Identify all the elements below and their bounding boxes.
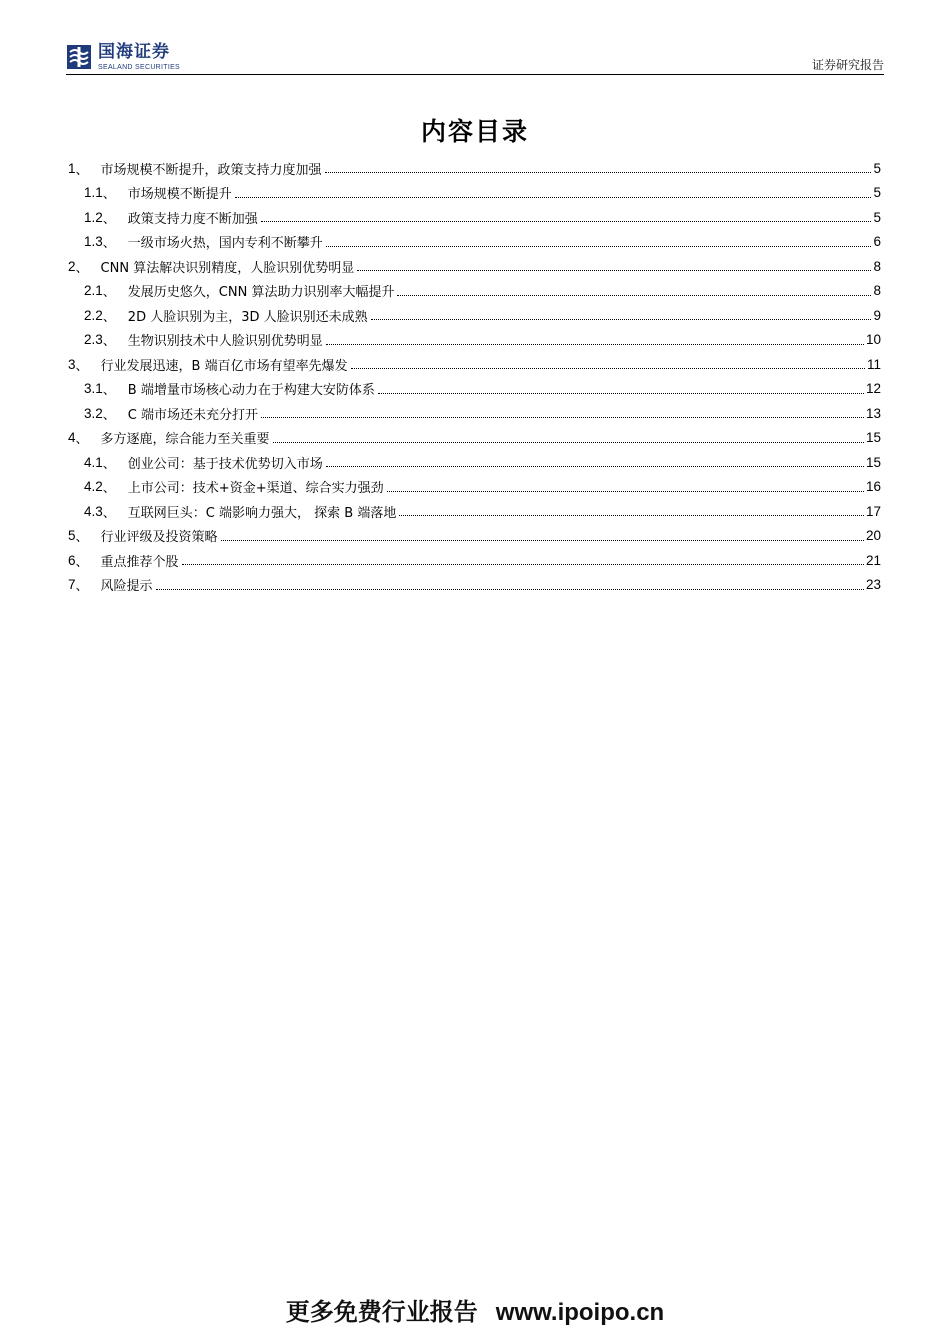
toc-dot-leader	[326, 343, 864, 345]
toc-entry-number: 2.3	[84, 332, 103, 348]
toc-entry-title: CNN 算法解决识别精度，人脸识别优势明显	[100, 260, 355, 276]
toc-entry[interactable]	[68, 499, 881, 524]
toc-dot-leader	[397, 294, 871, 296]
toc-entry-page: 20	[865, 528, 881, 544]
toc-dot-leader	[371, 318, 872, 320]
toc-entry[interactable]	[68, 254, 881, 279]
toc-entry[interactable]	[68, 205, 881, 230]
toc-entry-page: 8	[873, 258, 881, 274]
toc-entry-page: 17	[865, 503, 881, 519]
toc-dot-leader	[399, 514, 864, 516]
toc-entry-separator: 、	[75, 260, 89, 276]
page-title: 内容目录	[420, 117, 529, 146]
toc-entry-separator: 、	[75, 554, 89, 570]
toc-entry[interactable]	[68, 426, 881, 451]
toc-entry-title: 重点推荐个股	[100, 554, 179, 570]
toc-entry[interactable]	[68, 377, 881, 402]
toc-entry-separator: 、	[102, 481, 116, 497]
toc-entry-page: 9	[873, 307, 881, 323]
toc-entry-separator: 、	[75, 579, 89, 595]
toc-entry-number: 2.2	[84, 307, 103, 323]
toc-dot-leader	[326, 245, 872, 247]
toc-entry-page: 5	[873, 209, 881, 225]
toc-entry-title: 发展历史悠久，CNN 算法助力识别率大幅提升	[127, 285, 395, 301]
toc-entry-page: 8	[873, 283, 881, 299]
toc-entry-separator: 、	[102, 456, 116, 472]
toc-entry-page: 16	[865, 479, 881, 495]
toc-entry-title: 政策支持力度不断加强	[127, 211, 258, 227]
report-type-label: 证券研究报告	[811, 58, 884, 72]
toc-entry-number: 4.3	[84, 503, 103, 519]
toc-entry[interactable]	[68, 524, 881, 549]
toc-entry-page: 11	[866, 356, 881, 372]
toc-entry-title: 多方逐鹿，综合能力至关重要	[100, 432, 270, 448]
toc-entry-title: 生物识别技术中人脸识别优势明显	[127, 334, 323, 350]
sealand-logo	[66, 42, 180, 72]
toc-entry[interactable]	[68, 450, 881, 475]
toc-dot-leader	[325, 171, 872, 173]
toc-entry[interactable]	[68, 475, 881, 500]
toc-entry-title: B 端增量市场核心动力在于构建大安防体系	[127, 383, 375, 399]
toc-entry-page: 5	[873, 185, 881, 201]
toc-entry-page: 23	[865, 577, 881, 593]
toc-dot-leader	[351, 367, 865, 369]
toc-entry-separator: 、	[102, 187, 116, 203]
sealand-logo-icon	[66, 44, 92, 70]
toc-entry-title: 市场规模不断提升	[127, 187, 232, 203]
logo-english-name: SEALAND SECURITIES	[98, 63, 181, 71]
header-divider	[66, 74, 884, 75]
toc-entry-number: 3	[68, 356, 76, 372]
toc-entry[interactable]	[68, 401, 881, 426]
footer-promo-banner[interactable]	[0, 1292, 950, 1327]
toc-entry-number: 1.2	[84, 209, 103, 225]
toc-entry-page: 5	[873, 160, 881, 176]
logo-chinese-name: 国海证券	[98, 41, 170, 62]
toc-dot-leader	[357, 269, 871, 271]
toc-entry-page: 21	[865, 552, 881, 568]
toc-entry-number: 3.2	[84, 405, 103, 421]
toc-dot-leader	[387, 490, 864, 492]
toc-dot-leader	[261, 220, 872, 222]
toc-entry[interactable]	[68, 352, 881, 377]
toc-entry[interactable]	[68, 548, 881, 573]
toc-entry-title: 风险提示	[100, 579, 153, 595]
toc-entry-number: 1.1	[84, 185, 103, 201]
toc-entry-separator: 、	[102, 285, 116, 301]
toc-entry[interactable]	[68, 230, 881, 255]
toc-entry-separator: 、	[102, 211, 116, 227]
toc-dot-leader	[235, 196, 872, 198]
toc-entry-separator: 、	[75, 530, 89, 546]
toc-entry-separator: 、	[102, 383, 116, 399]
toc-dot-leader	[326, 465, 864, 467]
toc-entry-title: 2D 人脸识别为主，3D 人脸识别还未成熟	[127, 309, 368, 325]
footer-promo-text: 更多免费行业报告	[285, 1298, 478, 1326]
toc-entry-title: 互联网巨头：C 端影响力强大， 探索 B 端落地	[127, 505, 397, 521]
toc-entry-number: 2	[68, 258, 76, 274]
toc-entry-separator: 、	[75, 358, 89, 374]
toc-entry-separator: 、	[75, 432, 89, 448]
toc-dot-leader	[378, 392, 864, 394]
toc-entry-title: 上市公司：技术+资金+渠道、综合实力强劲	[127, 481, 384, 497]
toc-dot-leader	[156, 588, 864, 590]
toc-dot-leader	[261, 416, 864, 418]
toc-entry-page: 6	[873, 234, 881, 250]
toc-entry-title: 市场规模不断提升，政策支持力度加强	[100, 162, 322, 178]
toc-entry-number: 2.1	[84, 283, 103, 299]
toc-entry-number: 4.1	[84, 454, 103, 470]
toc-dot-leader	[182, 563, 864, 565]
toc-entry-number: 7	[68, 577, 76, 593]
toc-entry-page: 15	[865, 454, 881, 470]
toc-entry-title: C 端市场还未充分打开	[127, 407, 259, 423]
toc-entry-title: 行业发展迅速，B 端百亿市场有望率先爆发	[100, 358, 348, 374]
toc-entry-page: 15	[865, 430, 881, 446]
toc-entry-number: 3.1	[84, 381, 103, 397]
toc-entry-number: 6	[68, 552, 76, 568]
toc-dot-leader	[273, 441, 864, 443]
toc-entry[interactable]	[68, 328, 881, 353]
toc-entry-page: 12	[865, 381, 881, 397]
toc-entry-number: 1	[68, 160, 76, 176]
toc-entry-separator: 、	[102, 309, 116, 325]
toc-entry-separator: 、	[102, 407, 116, 423]
toc-entry-number: 1.3	[84, 234, 103, 250]
toc-entry[interactable]	[68, 279, 881, 304]
toc-dot-leader	[221, 539, 864, 541]
toc-entry-title: 创业公司：基于技术优势切入市场	[127, 456, 323, 472]
toc-entry-separator: 、	[75, 162, 89, 178]
toc-entry-title: 一级市场火热，国内专利不断攀升	[127, 236, 323, 252]
toc-entry-title: 行业评级及投资策略	[100, 530, 218, 546]
toc-entry[interactable]	[68, 181, 881, 206]
toc-entry-number: 5	[68, 528, 76, 544]
toc-entry-number: 4	[68, 430, 76, 446]
toc-entry-number: 4.2	[84, 479, 103, 495]
footer-promo-url[interactable]: www.ipoipo.cn	[495, 1299, 665, 1326]
page-header	[66, 40, 884, 74]
toc-entry[interactable]	[68, 573, 881, 598]
toc-entry-page: 13	[865, 405, 881, 421]
toc-entry[interactable]	[68, 156, 881, 181]
table-of-contents	[68, 156, 881, 597]
toc-entry-separator: 、	[102, 505, 116, 521]
toc-entry-separator: 、	[102, 236, 116, 252]
toc-entry-page: 10	[865, 332, 881, 348]
toc-entry-separator: 、	[102, 334, 116, 350]
toc-entry[interactable]	[68, 303, 881, 328]
